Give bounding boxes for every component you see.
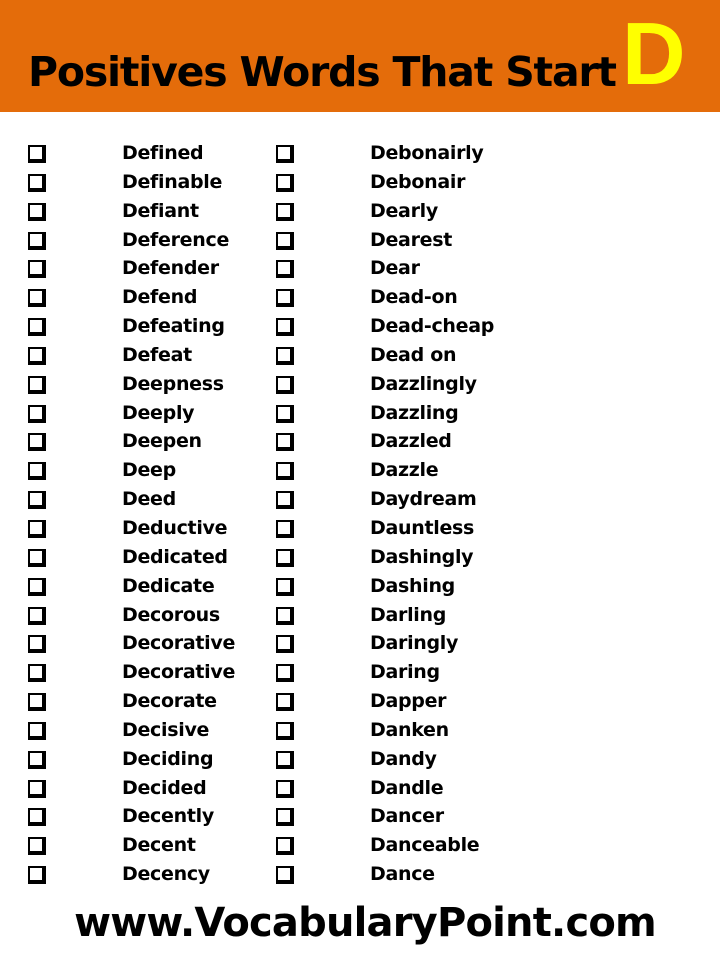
list-item	[0, 514, 248, 543]
checkbox-icon[interactable]	[28, 347, 46, 365]
word-label: Deductive	[122, 516, 228, 539]
word-label: Deciding	[122, 747, 214, 770]
word-label: Dance	[370, 863, 435, 886]
word-label: Deed	[122, 488, 176, 511]
list-item	[0, 543, 248, 572]
list-item	[248, 629, 496, 658]
word-label: Decorate	[122, 690, 217, 713]
checkbox-icon[interactable]	[28, 289, 46, 307]
page-title: Positives Words That Start	[28, 48, 616, 96]
list-item	[248, 572, 496, 601]
list-item	[0, 658, 248, 687]
word-label: Dashing	[370, 574, 455, 597]
list-item	[0, 802, 248, 831]
word-label: Defend	[122, 286, 198, 309]
word-label: Dandle	[370, 776, 444, 799]
word-label: Decorous	[122, 603, 220, 626]
list-item	[248, 312, 496, 341]
list-item	[0, 399, 248, 428]
checkbox-icon[interactable]	[28, 405, 46, 423]
list-item	[248, 456, 496, 485]
word-label: Debonair	[370, 170, 466, 193]
list-item	[248, 283, 496, 312]
list-item	[0, 572, 248, 601]
word-label: Dead-cheap	[370, 315, 495, 338]
word-label: Daringly	[370, 632, 459, 655]
list-item	[0, 485, 248, 514]
word-label: Defined	[122, 142, 204, 164]
word-label: Decent	[122, 834, 196, 857]
checkbox-icon[interactable]	[276, 318, 294, 336]
list-item	[248, 831, 496, 860]
word-label: Dear	[370, 257, 420, 280]
checkbox-icon[interactable]	[276, 145, 294, 163]
list-item	[0, 774, 248, 803]
header-banner	[0, 0, 720, 112]
checkbox-icon[interactable]	[276, 347, 294, 365]
list-item	[248, 774, 496, 803]
word-label: Dedicated	[122, 545, 228, 568]
footer-website: www.VocabularyPoint.com	[74, 900, 656, 946]
word-label: Darling	[370, 603, 447, 626]
list-item	[248, 802, 496, 831]
word-label: Dancer	[370, 805, 444, 828]
checkbox-icon[interactable]	[28, 808, 46, 826]
word-list-left	[0, 139, 248, 889]
checkbox-icon[interactable]	[28, 866, 46, 884]
checkbox-icon[interactable]	[276, 722, 294, 740]
list-item	[248, 485, 496, 514]
checkbox-icon[interactable]	[276, 837, 294, 855]
list-item	[248, 687, 496, 716]
checkbox-icon[interactable]	[28, 607, 46, 625]
checkbox-icon[interactable]	[276, 549, 294, 567]
list-item	[248, 514, 496, 543]
checkbox-icon[interactable]	[276, 578, 294, 596]
word-label: Decently	[122, 805, 214, 828]
checkbox-icon[interactable]	[28, 549, 46, 567]
word-label: Daring	[370, 661, 440, 684]
list-item	[248, 370, 496, 399]
checkbox-icon[interactable]	[276, 751, 294, 769]
word-label: Dandy	[370, 747, 437, 770]
list-item	[0, 312, 248, 341]
word-label: Danken	[370, 718, 449, 741]
list-item	[0, 860, 248, 889]
checkbox-icon[interactable]	[276, 203, 294, 221]
list-item	[0, 629, 248, 658]
checkbox-icon[interactable]	[28, 433, 46, 451]
list-item	[0, 341, 248, 370]
checkbox-icon[interactable]	[276, 664, 294, 682]
list-item	[248, 341, 496, 370]
checkbox-icon[interactable]	[28, 203, 46, 221]
checkbox-icon[interactable]	[28, 635, 46, 653]
word-label: Dead on	[370, 343, 457, 366]
list-item	[0, 139, 248, 168]
checkbox-icon[interactable]	[276, 607, 294, 625]
word-label: Dearly	[370, 199, 438, 222]
checkbox-icon[interactable]	[28, 780, 46, 798]
list-item	[0, 456, 248, 485]
list-item	[248, 427, 496, 456]
word-label: Dearest	[370, 228, 453, 251]
checkbox-icon[interactable]	[276, 376, 294, 394]
word-label: Deepen	[122, 430, 202, 453]
checkbox-icon[interactable]	[28, 578, 46, 596]
list-item	[0, 254, 248, 283]
word-label: Dashingly	[370, 545, 474, 568]
word-label: Dead-on	[370, 286, 458, 309]
list-item	[248, 601, 496, 630]
list-item	[248, 254, 496, 283]
checkbox-icon[interactable]	[276, 405, 294, 423]
word-label: Deeply	[122, 401, 195, 424]
list-item	[0, 831, 248, 860]
word-label: Deep	[122, 459, 176, 482]
word-label: Dazzlingly	[370, 372, 477, 395]
list-item	[0, 716, 248, 745]
word-label: Dazzling	[370, 401, 459, 424]
word-label: Daydream	[370, 488, 477, 511]
checkbox-icon[interactable]	[276, 491, 294, 509]
checkbox-icon[interactable]	[28, 462, 46, 480]
word-label: Defender	[122, 257, 219, 280]
list-item	[0, 427, 248, 456]
checkbox-icon[interactable]	[276, 693, 294, 711]
checkbox-icon[interactable]	[276, 260, 294, 278]
word-label: Decisive	[122, 718, 210, 741]
list-item	[0, 601, 248, 630]
list-item	[248, 139, 496, 168]
checkbox-icon[interactable]	[28, 232, 46, 250]
checkbox-icon[interactable]	[276, 174, 294, 192]
word-label: Decided	[122, 776, 207, 799]
checkbox-icon[interactable]	[276, 289, 294, 307]
word-label: Debonairly	[370, 142, 484, 164]
checkbox-icon[interactable]	[28, 751, 46, 769]
word-label: Danceable	[370, 834, 480, 857]
list-item	[248, 658, 496, 687]
list-item	[248, 226, 496, 255]
word-label: Dazzle	[370, 459, 439, 482]
word-label: Defiant	[122, 199, 199, 222]
list-item	[248, 860, 496, 889]
title-letter: D	[622, 4, 686, 103]
checkbox-icon[interactable]	[28, 722, 46, 740]
word-label: Deepness	[122, 372, 224, 395]
word-label: Decorative	[122, 632, 236, 655]
word-label: Defeat	[122, 343, 192, 366]
checkbox-icon[interactable]	[276, 232, 294, 250]
word-label: Dapper	[370, 690, 447, 713]
list-item	[248, 197, 496, 226]
list-item	[0, 197, 248, 226]
checkbox-icon[interactable]	[28, 376, 46, 394]
checkbox-icon[interactable]	[276, 866, 294, 884]
checkbox-icon[interactable]	[276, 635, 294, 653]
checkbox-icon[interactable]	[28, 491, 46, 509]
word-label: Decorative	[122, 661, 236, 684]
checkbox-icon[interactable]	[28, 260, 46, 278]
word-label: Defeating	[122, 315, 225, 338]
checkbox-icon[interactable]	[28, 145, 46, 163]
list-item	[248, 399, 496, 428]
checkbox-icon[interactable]	[276, 433, 294, 451]
word-label: Dazzled	[370, 430, 452, 453]
list-item	[0, 370, 248, 399]
checkbox-icon[interactable]	[276, 808, 294, 826]
word-label: Decency	[122, 863, 210, 886]
word-label: Dedicate	[122, 574, 215, 597]
word-label: Dauntless	[370, 516, 475, 539]
checkbox-icon[interactable]	[28, 664, 46, 682]
list-item	[0, 745, 248, 774]
list-item	[248, 745, 496, 774]
list-item	[248, 168, 496, 197]
checkbox-icon[interactable]	[28, 318, 46, 336]
word-list-right	[248, 139, 496, 889]
word-label: Definable	[122, 170, 223, 193]
checkbox-icon[interactable]	[28, 174, 46, 192]
checkbox-icon[interactable]	[28, 837, 46, 855]
list-item	[0, 168, 248, 197]
list-item	[0, 226, 248, 255]
word-label: Deference	[122, 228, 230, 251]
checkbox-icon[interactable]	[276, 780, 294, 798]
list-item	[0, 687, 248, 716]
list-item	[248, 716, 496, 745]
checkbox-icon[interactable]	[28, 520, 46, 538]
checkbox-icon[interactable]	[276, 520, 294, 538]
checkbox-icon[interactable]	[28, 693, 46, 711]
list-item	[0, 283, 248, 312]
checkbox-icon[interactable]	[276, 462, 294, 480]
list-item	[248, 543, 496, 572]
